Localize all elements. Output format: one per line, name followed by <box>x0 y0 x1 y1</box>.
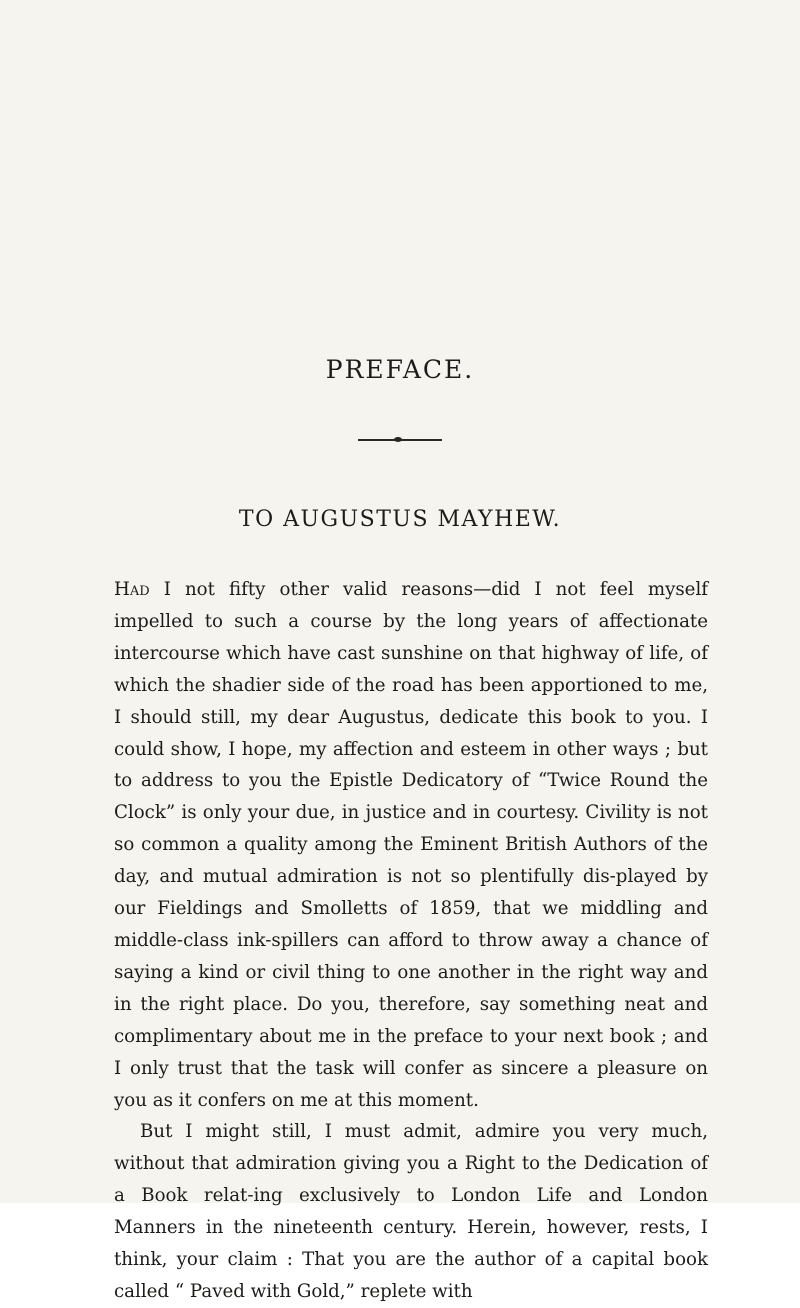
dedication-heading: TO AUGUSTUS MAYHEW. <box>238 507 562 532</box>
preface-body <box>114 574 708 1308</box>
paragraph-lead-word: Had <box>114 579 150 600</box>
paragraph-2: But I might still, I must admit, admire you very much, without that admiration giving you a Right to the Dedication of a Book relat-ing exclusively to London Life and London Manners in the nineteenth century. Herein, however, rests, I think, your claim : That you are the author of a capital book called “ Paved with Gold,” replete with <box>114 1121 708 1302</box>
page-title: PREFACE. <box>325 355 475 384</box>
paragraph-1-text: I not fifty other valid reasons—did I not feel myself impelled to such a course by the long years of affectionate intercourse which have cast sunshine on that highway of life, of which the shadier side of the road has been apportioned to me, I should still, my dear Augustus, dedicate this book to you. I could show, I hope, my affection and esteem in other ways ; but to address to you the Epistle Dedicatory of “Twice Round the Clock” is only your due, in justice and in courtesy. Civility is not so common a quality among the Eminent British Authors of the day, and mutual admiration is not so plentifully dis-played by our Fieldings and Smolletts of 1859, that we middling and middle-class ink-spillers can afford to throw away a chance of saying a kind or civil thing to one another in the right way and in the right place. Do you, therefore, say something neat and complimentary about me in the preface to your next book ; and I only trust that the task will confer as sincere a pleasure on you as it confers on me at this moment. <box>114 579 708 1111</box>
divider-dot <box>394 437 402 442</box>
ornament-divider <box>358 436 442 444</box>
paragraph-1 <box>114 574 708 1116</box>
